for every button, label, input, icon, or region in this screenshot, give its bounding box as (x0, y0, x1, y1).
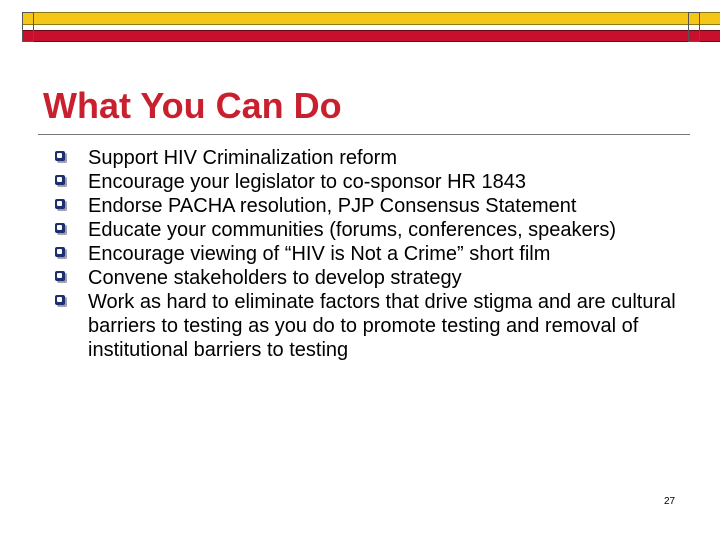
square-bullet-icon (55, 199, 65, 209)
bullet-item (55, 146, 695, 170)
bullet-item (55, 266, 695, 290)
square-bullet-icon (55, 247, 65, 257)
bullet-item (55, 218, 695, 242)
square-bullet-icon (55, 295, 65, 305)
bullet-text: Educate your communities (forums, conferences, speakers) (88, 219, 616, 241)
top-yellow-stripe (22, 12, 720, 25)
decorative-top-bar (0, 12, 720, 42)
bullet-text: Support HIV Criminalization reform (88, 147, 397, 169)
bullet-text: Endorse PACHA resolution, PJP Consensus Statement (88, 195, 577, 217)
bullet-text: Encourage your legislator to co-sponsor HR 1843 (88, 171, 527, 193)
bullet-item (55, 170, 695, 194)
bullet-item (55, 290, 695, 362)
bullet-item (55, 194, 695, 218)
square-bullet-icon (55, 271, 65, 281)
bullet-text: Encourage viewing of “HIV is Not a Crime” short film (88, 243, 551, 265)
square-bullet-icon (55, 223, 65, 233)
slide-title: What You Can Do (43, 85, 342, 126)
bullet-list (55, 146, 695, 362)
bullet-text: Convene stakeholders to develop strategy (88, 267, 462, 289)
top-red-stripe (22, 30, 720, 42)
title-divider (38, 134, 690, 135)
top-left-box-decoration (22, 12, 34, 42)
bullet-item (55, 242, 695, 266)
top-right-box-decoration (688, 12, 700, 42)
square-bullet-icon (55, 151, 65, 161)
square-bullet-icon (55, 175, 65, 185)
bullet-text: Work as hard to eliminate factors that drive stigma and are cultural barriers to testing as you do to promote testing and removal of institutional barriers to testing (88, 291, 676, 361)
page-number: 27 (664, 496, 676, 507)
